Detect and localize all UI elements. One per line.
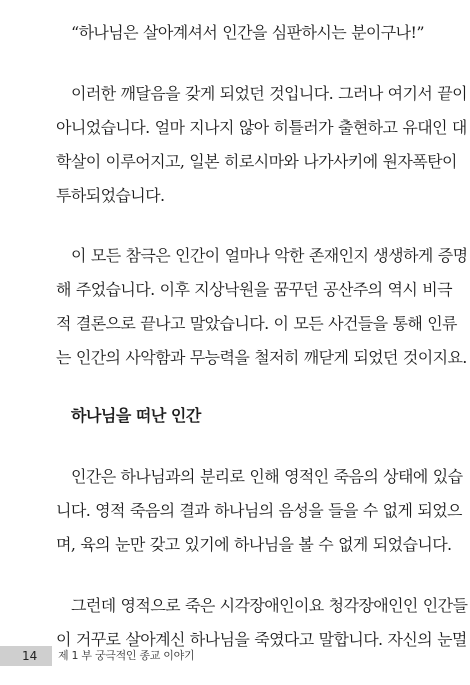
paragraph-2-line-3: 적 결론으로 끝나고 말았습니다. 이 모든 사건들을 통해 인류 xyxy=(56,314,457,333)
paragraph-3-line-2: 니다. 영적 죽음의 결과 하나님의 음성을 들을 수 없게 되었으 xyxy=(56,501,462,520)
paragraph-1-line-4: 투하되었습니다. xyxy=(56,186,165,205)
paragraph-3-line-3: 며, 육의 눈만 갖고 있기에 하나님을 볼 수 없게 되었습니다. xyxy=(56,535,452,554)
paragraph-2-line-2: 해 주었습니다. 이후 지상낙원을 꿈꾸던 공산주의 역시 비극 xyxy=(56,280,452,299)
paragraph-4-line-2: 이 거꾸로 살아계신 하나님을 죽였다고 말합니다. 자신의 눈멀 xyxy=(56,630,467,649)
paragraph-3-line-1: 인간은 하나님과의 분리로 인해 영적인 죽음의 상태에 있습 xyxy=(71,467,463,486)
section-heading: 하나님을 떠난 인간 xyxy=(71,406,201,425)
paragraph-2-line-4: 는 인간의 사악함과 무능력을 철저히 깨닫게 되었던 것이지요. xyxy=(56,348,467,367)
running-title: 제 1 부 궁극적인 종교 이야기 xyxy=(58,649,195,662)
paragraph-1-line-1: 이러한 깨달음을 갖게 되었던 것입니다. 그러나 여기서 끝이 xyxy=(71,84,467,103)
paragraph-4-line-1: 그런데 영적으로 죽은 시각장애인이요 청각장애인인 인간들 xyxy=(71,596,468,615)
page-number: 14 xyxy=(22,649,38,663)
paragraph-1-line-2: 아니었습니다. 얼마 지나지 않아 히틀러가 출현하고 유대인 대 xyxy=(56,118,467,137)
quote-line: “하나님은 살아계셔서 인간을 심판하시는 분이구나!” xyxy=(71,23,424,42)
paragraph-1-line-3: 학살이 이루어지고, 일본 히로시마와 나가사키에 원자폭탄이 xyxy=(56,152,457,171)
paragraph-2-line-1: 이 모든 참극은 인간이 얼마나 악한 존재인지 생생하게 증명 xyxy=(71,246,468,265)
